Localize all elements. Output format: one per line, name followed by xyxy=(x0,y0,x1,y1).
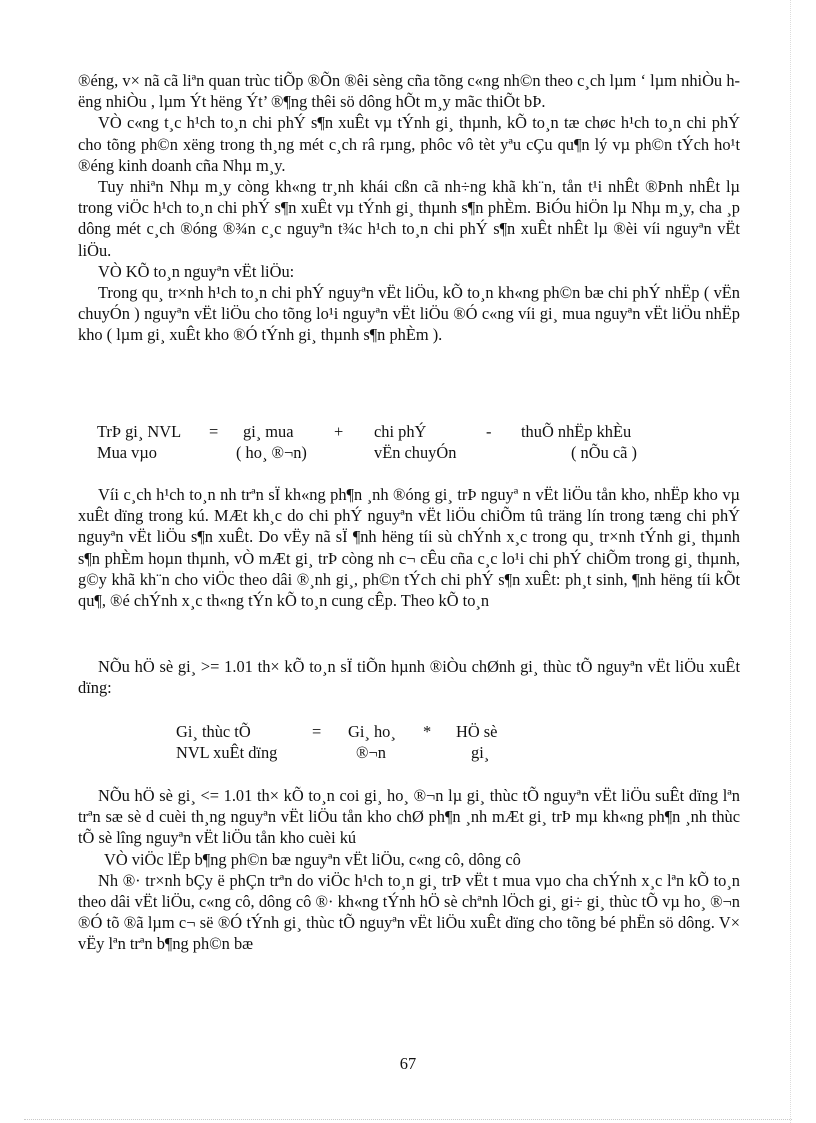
page-edge-divider xyxy=(790,0,791,1123)
formula-term: Gi¸ ho¸ xyxy=(348,722,396,741)
formula-term: Gi¸ thùc tÕ xyxy=(176,722,251,741)
paragraph: Víi c¸ch h¹ch to¸n nh trªn sÏ kh«ng ph¶n ¸nh ®óng gi¸ trÞ nguyª n vËt liÖu tån kho, nhËp kho vµ xuÊt dïng trong kú. MÆt kh¸c do chi phÝ nguyªn vËt liÖu chiÕm tû träng lín trong tæng chi phÝ nguyªn vËt liÖu s¶n xuÊt. Do vËy nã sÏ ¶nh hëng tíi sù chÝnh x¸c trong qu¸ tr×nh tÝnh gi¸ thµnh s¶n phÈm hoµn thµnh, vÒ mÆt gi¸ trÞ còng nh c¬ cÊu cña c¸c lo¹i chi phÝ chiÕm trong gi¸ thµnh, g©y khã kh¨n cho viÖc theo dâi ®¸nh gi¸, ph©n tÝch chi phÝ s¶n xuÊt: ph¸t sinh, ¶nh hëng tíi kÕt qu¶, ®é chÝnh x¸c th«ng tÝn kÕ to¸n cung cÊp. Theo kÕ to¸n xyxy=(78,485,740,611)
paragraph: VÒ c«ng t¸c h¹ch to¸n chi phÝ s¶n xuÊt vµ tÝnh gi¸ thµnh, kÕ to¸n tæ chøc h¹ch to¸n chi phÝ cho tõng ph©n xëng trong th¸ng mét c¸ch râ rµng, phôc vô tèt yªu cÇu qu¶n lý vµ ph©n tÝch ho¹t ®éng kinh doanh cña Nhµ m¸y. xyxy=(78,113,740,175)
formula-operator: * xyxy=(423,722,432,741)
paragraph: ®éng, v× nã cã liªn quan trùc tiÕp ®Õn ®êi sèng cña tõng c«ng nh©n theo c¸ch lµm ‘ lµm nhiÒu hëng nhiÒu , lµm Ýt hëng Ýt’ ®¶ng thêi sö dông hÕt m¸y mãc thiÕt bÞ. xyxy=(78,71,740,112)
formula-term: Mua vµo xyxy=(97,443,157,462)
body-text-coef xyxy=(78,656,740,698)
formula-term: ®¬n xyxy=(356,743,386,762)
paragraph: NÕu hÖ sè gi¸ >= 1.01 th× kÕ to¸n sÏ tiÕn hµnh ®iÒu chØnh gi¸ thùc tÕ nguyªn vËt liÖu xuÊt dïng: xyxy=(78,657,740,698)
paragraph: Nh ®· tr×nh bÇy ë phÇn trªn do viÖc h¹ch to¸n gi¸ trÞ vËt t mua vµo cha chÝnh x¸c lªn kÕ to¸n theo dâi vËt liÖu, c«ng cô, dông cô ®· kh«ng tÝnh hÖ sè chªnh lÖch gi¸ gi÷ gi¸ thùc tÕ vµ ho¸ ®¬n ®Ó tõ ®ã lµm c¬ së ®Ó tÝnh gi¸ thùc tÕ nguyªn vËt liÖu xuÊt dïng cho tõng bé phËn sö dông. V× vËy lªn trªn b¶ng ph©n bæ xyxy=(78,870,740,954)
paragraph: NÕu hÖ sè gi¸ <= 1.01 th× kÕ to¸n coi gi¸ ho¸ ®¬n lµ gi¸ thùc tÕ nguyªn vËt liÖu suÊt dïng lªn trªn sæ sè d cuèi th¸ng nguyªn vËt liÖu tån kho chØ ph¶n ¸nh mÆt gi¸ trÞ mµ kh«ng ph¶n ¸nh thùc tÕ sè lîng nguyªn vËt liÖu tån kho cuèi kú xyxy=(78,786,740,848)
body-text-mid xyxy=(78,484,740,611)
page-edge-divider xyxy=(24,1119,792,1120)
paragraph: Tuy nhiªn Nhµ m¸y còng kh«ng tr¸nh khái cßn cã nh÷ng khã kh¨n, tån t¹i nhÊt ®Þnh nhÊt lµ trong viÖc h¹ch to¸n chi phÝ s¶n xuÊt vµ tÝnh gi¸ thµnh s¶n phÈm. BiÓu hiÖn lµ Nhµ m¸y, cha ¸p dông mét c¸ch ®óng ®¾n c¸c nguyªn t¾c h¹ch to¸n chi phÝ s¶n xuÊt nhÊt lµ ®èi víi nguyªn vËt liÖu. xyxy=(78,177,740,260)
page-number: 67 xyxy=(399,1054,417,1073)
formula-operator: + xyxy=(334,422,344,441)
formula-term: NVL xuÊt dïng xyxy=(176,743,278,762)
body-text-top xyxy=(78,70,740,346)
formula-material-value xyxy=(97,421,697,465)
formula-term: ( nÕu cã ) xyxy=(571,443,637,462)
section-heading: VÒ KÕ to¸n nguyªn vËt liÖu: xyxy=(98,261,295,281)
formula-term: HÖ sè xyxy=(456,722,498,741)
formula-operator: = xyxy=(209,422,219,441)
paragraph: Trong qu¸ tr×nh h¹ch to¸n chi phÝ nguyªn vËt liÖu, kÕ to¸n kh«ng ph©n bæ chi phÝ nhËp ( vËn chuyÓn ) nguyªn vËt liÖu cho tõng lo¹i nguyªn vËt liÖu ®Ó c«ng víi gi¸ mua nguyªn vËt liÖu nhËp kho ( lµm gi¸ xuÊt kho ®Ó tÝnh gi¸ thµnh s¶n phÈm ). xyxy=(78,283,740,345)
body-text-bottom xyxy=(78,785,740,955)
formula-term: gi¸ xyxy=(471,743,490,762)
formula-term: chi phÝ xyxy=(374,422,427,441)
section-heading: VÒ viÖc lËp b¶ng ph©n bæ nguyªn vËt liÖu, c«ng cô, dông cô xyxy=(104,849,521,869)
formula-term: vËn chuyÓn xyxy=(374,443,457,462)
formula-term: ( ho¸ ®¬n) xyxy=(236,443,307,462)
formula-actual-price xyxy=(176,721,576,765)
formula-term: gi¸ mua xyxy=(243,422,294,441)
formula-term: TrÞ gi¸ NVL xyxy=(97,422,182,441)
formula-operator: - xyxy=(486,422,492,441)
formula-term: thuÕ nhËp khÈu xyxy=(521,422,632,441)
formula-operator: = xyxy=(312,722,322,741)
